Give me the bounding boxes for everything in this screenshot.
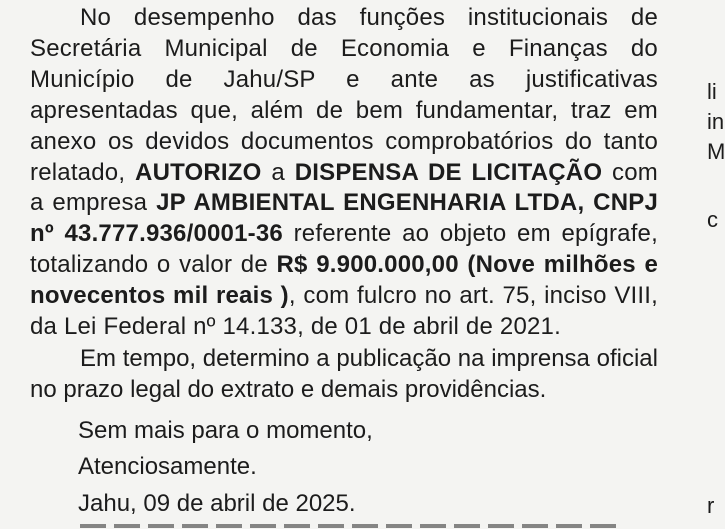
bold-company: JP AMBIENTAL ENGENHARIA LTDA, CNPJ nº 43.777.936/0001-36 — [30, 189, 659, 248]
paragraph-text: No desempenho das funções institucionais de Secretária Municipal de Economia e Finanças do Município de Jahu/SP e ante as justificativas apresentadas que, além de bem fundamentar, traz em anexo os devidos documentos comprobatórios do tanto relatado, — [30, 4, 658, 186]
paragraph-text: a — [261, 158, 295, 186]
side-text-fragment: in — [707, 109, 725, 134]
side-text-fragment: li — [707, 79, 717, 104]
side-text-fragment: c — [707, 207, 718, 232]
paragraph-text: com a empresa — [30, 158, 658, 217]
closing-line: Sem mais para o momento, — [78, 416, 373, 444]
bold-amount: R$ 9.900.000,00 (Nove milhões e novecentos mil reais ) — [30, 251, 659, 310]
regards-line: Atenciosamente. — [78, 453, 257, 481]
bold-dispensa: DISPENSA DE LICITAÇÃO — [294, 158, 603, 186]
bold-authorize: AUTORIZO — [135, 158, 262, 186]
place-date-line: Jahu, 09 de abril de 2025. — [78, 489, 356, 517]
publication-paragraph: Em tempo, determino a publicação na imprensa oficial no prazo legal do extrato e demais providências. — [30, 344, 658, 403]
paragraph-text: , com fulcro no art. 75, inciso VIII, da Lei Federal nº 14.133, de 01 de abril de 2021. — [30, 282, 659, 341]
cropped-text-line — [80, 519, 620, 529]
side-text-fragment: M — [707, 139, 725, 164]
paragraph-text: referente ao objeto em epígrafe, totalizando o valor de — [30, 220, 658, 279]
side-text-fragment: r — [707, 493, 715, 518]
authorization-paragraph — [30, 3, 658, 343]
document-body — [30, 3, 658, 522]
